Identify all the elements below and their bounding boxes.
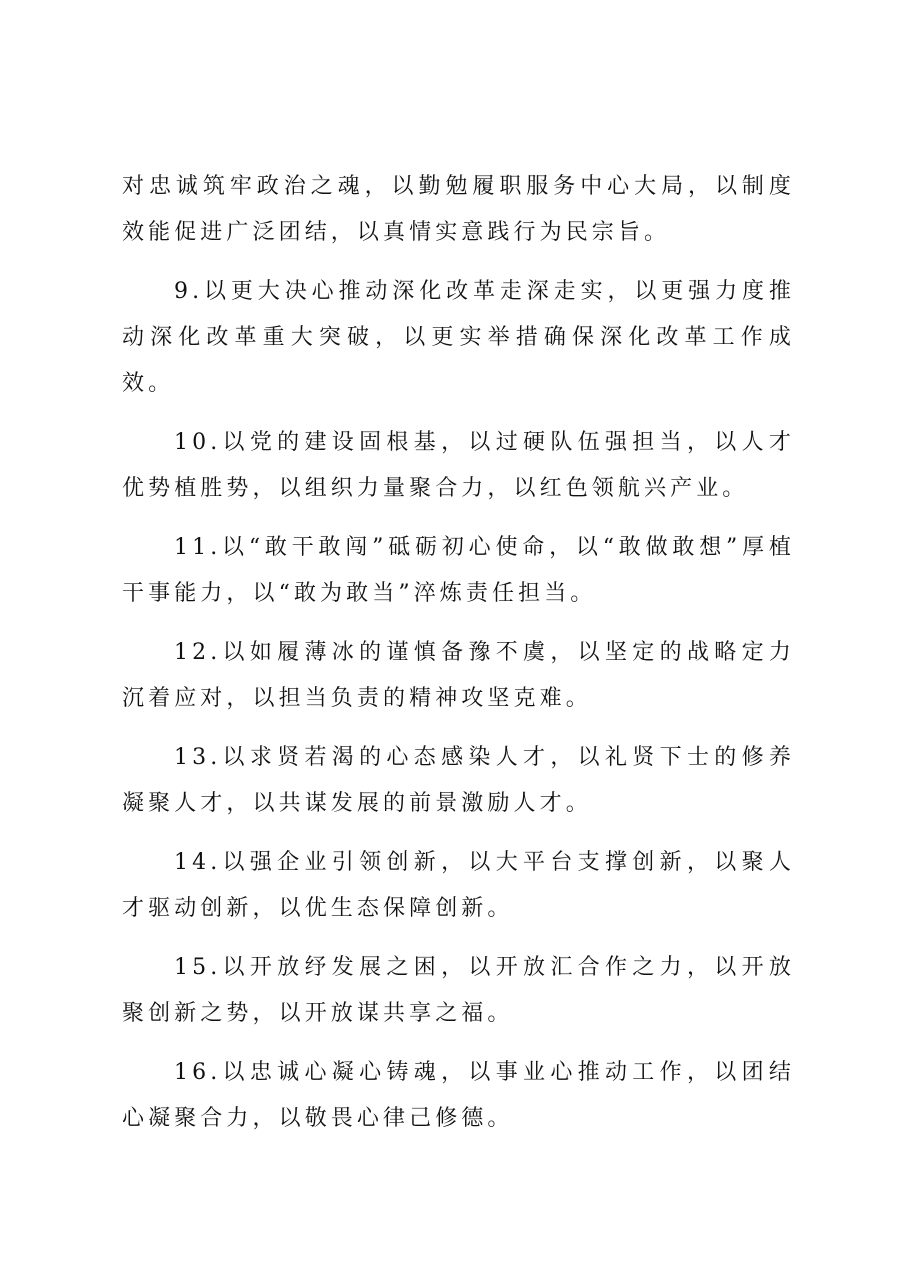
paragraph-item-15: 15.以开放纾发展之困，以开放汇合作之力，以开放聚创新之势，以开放谋共享之福。 — [122, 955, 795, 1026]
paragraph-continuation: 对忠诚筑牢政治之魂，以勤勉履职服务中心大局，以制度效能促进广泛团结，以真情实意践行为民宗旨。 — [122, 174, 795, 245]
paragraph-item-11: 11.以“敢干敢闯”砥砺初心使命，以“敢做敢想”厚植干事能力，以“敢为敢当”淬炼责任担当。 — [122, 535, 795, 606]
paragraph-item-13: 13.以求贤若渴的心态感染人才，以礼贤下士的修养凝聚人才，以共谋发展的前景激励人才。 — [122, 745, 795, 816]
paragraph-item-10: 10.以党的建设固根基，以过硬队伍强担当，以人才优势植胜势，以组织力量聚合力，以红色领航兴产业。 — [122, 430, 795, 501]
paragraph-item-12: 12.以如履薄冰的谨慎备豫不虞，以坚定的战略定力沉着应对，以担当负责的精神攻坚克难。 — [122, 640, 795, 711]
paragraph-item-16: 16.以忠诚心凝心铸魂，以事业心推动工作，以团结心凝聚合力，以敬畏心律己修德。 — [122, 1060, 795, 1131]
paragraph-item-14: 14.以强企业引领创新，以大平台支撑创新，以聚人才驱动创新，以优生态保障创新。 — [122, 850, 795, 921]
paragraph-item-9: 9.以更大决心推动深化改革走深走实，以更强力度推动深化改革重大突破，以更实举措确保深化改革工作成效。 — [122, 279, 795, 396]
document-body — [122, 164, 795, 1155]
